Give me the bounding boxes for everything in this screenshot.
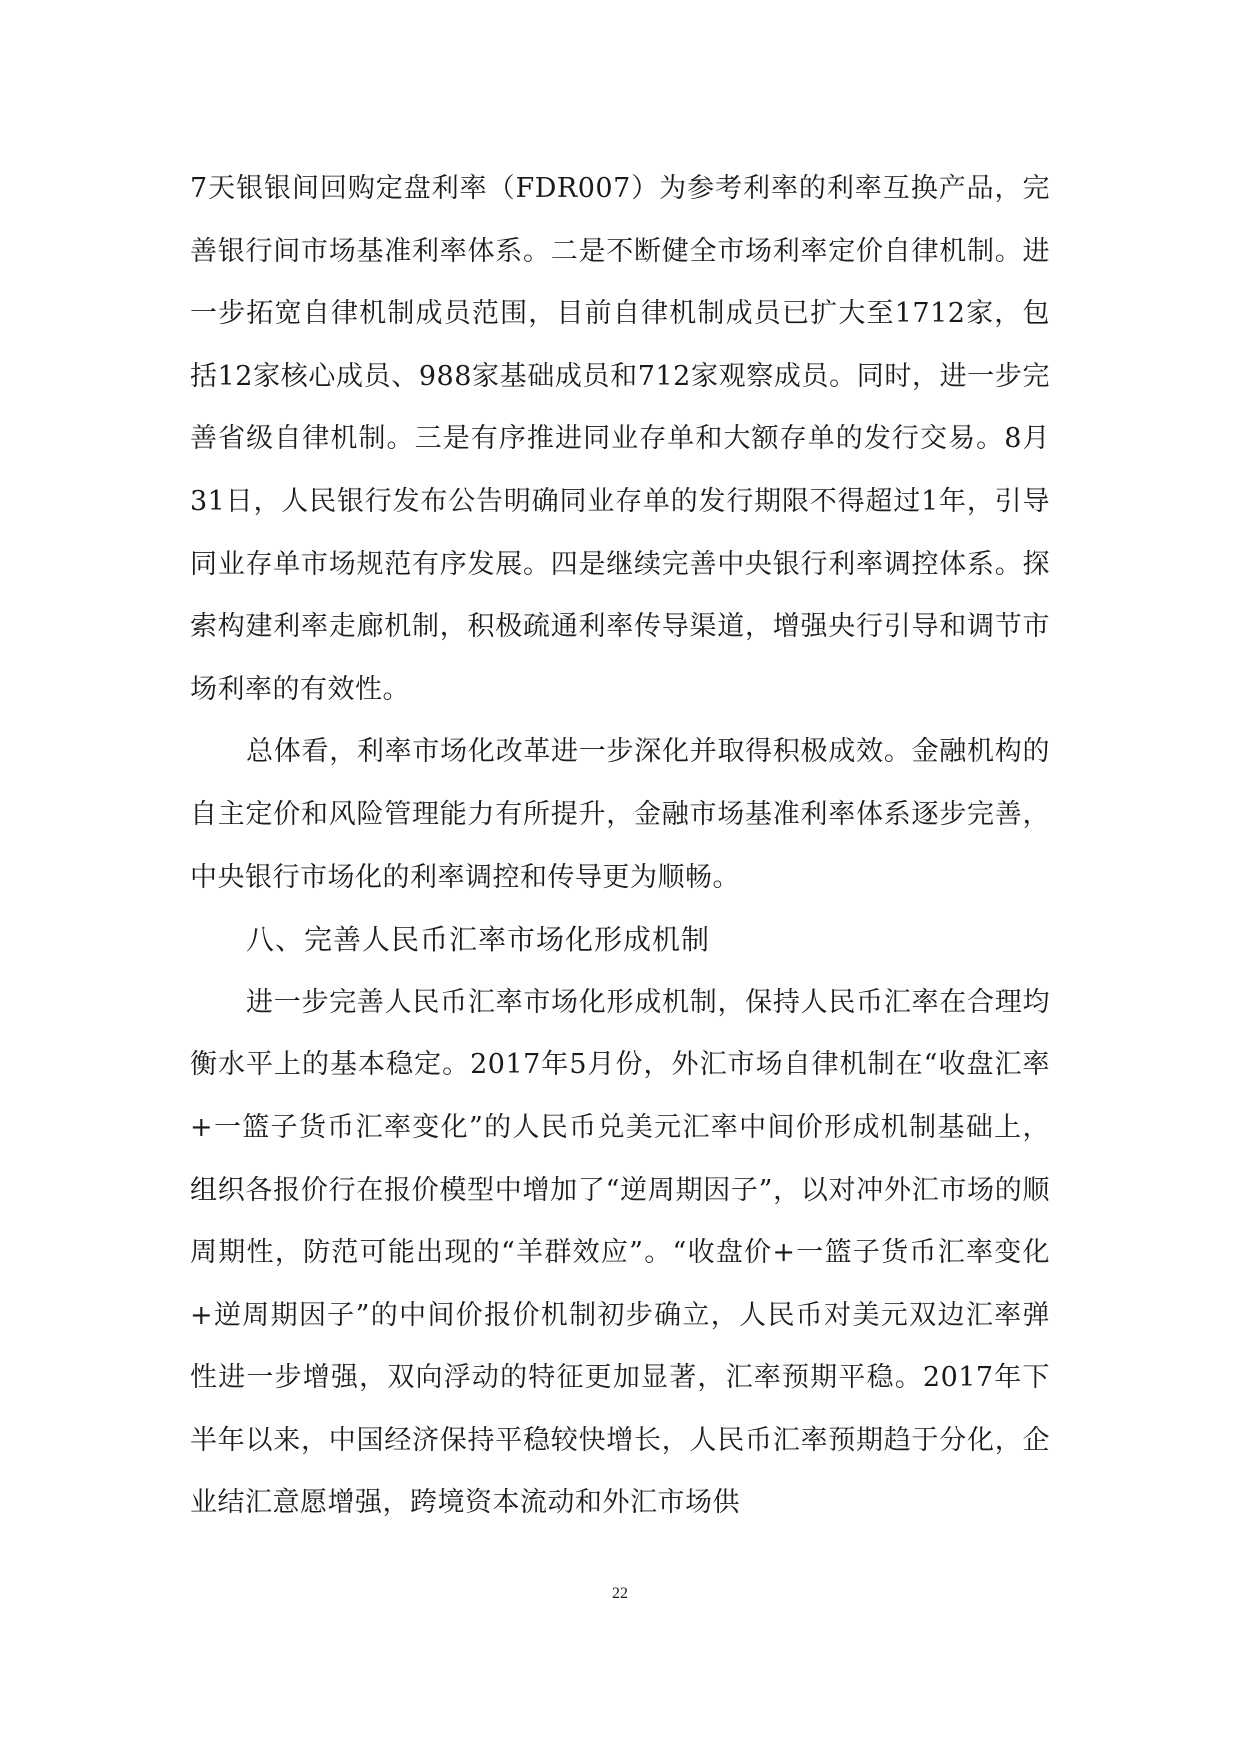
page-number: 22 [612, 1585, 628, 1602]
body-paragraph-1: 7天银银间回购定盘利率（FDR007）为参考利率的利率互换产品，完善银行间市场基准利率体系。二是不断健全市场利率定价自律机制。进一步拓宽自律机制成员范围，目前自律机制成员已扩大至1712家，包括12家核心成员、988家基础成员和712家观察成员。同时，进一步完善省级自律机制。三是有序推进同业存单和大额存单的发行交易。8月31日，人民银行发布公告明确同业存单的发行期限不得超过1年，引导同业存单市场规范有序发展。四是继续完善中央银行利率调控体系。探索构建利率走廊机制，积极疏通利率传导渠道，增强央行引导和调节市场利率的有效性。 [190, 173, 1050, 705]
section-paragraph: 进一步完善人民币汇率市场化形成机制，保持人民币汇率在合理均衡水平上的基本稳定。2017年5月份，外汇市场自律机制在“收盘汇率+一篮子货币汇率变化”的人民币兑美元汇率中间价形成机制基础上，组织各报价行在报价模型中增加了“逆周期因子”，以对冲外汇市场的顺周期性，防范可能出现的“羊群效应”。“收盘价+一篮子货币汇率变化+逆周期因子”的中间价报价机制初步确立，人民币对美元双边汇率弹性进一步增强，双向浮动的特征更加显著，汇率预期平稳。2017年下半年以来，中国经济保持平稳较快增长，人民币汇率预期趋于分化，企业结汇意愿增强，跨境资本流动和外汇市场供 [190, 986, 1050, 1519]
section-heading: 八、完善人民币汇率市场化形成机制 [246, 923, 711, 957]
page-body [190, 158, 1050, 1535]
body-paragraph-2: 总体看，利率市场化改革进一步深化并取得积极成效。金融机构的自主定价和风险管理能力有所提升，金融市场基准利率体系逐步完善，中央银行市场化的利率调控和传导更为顺畅。 [190, 736, 1050, 893]
